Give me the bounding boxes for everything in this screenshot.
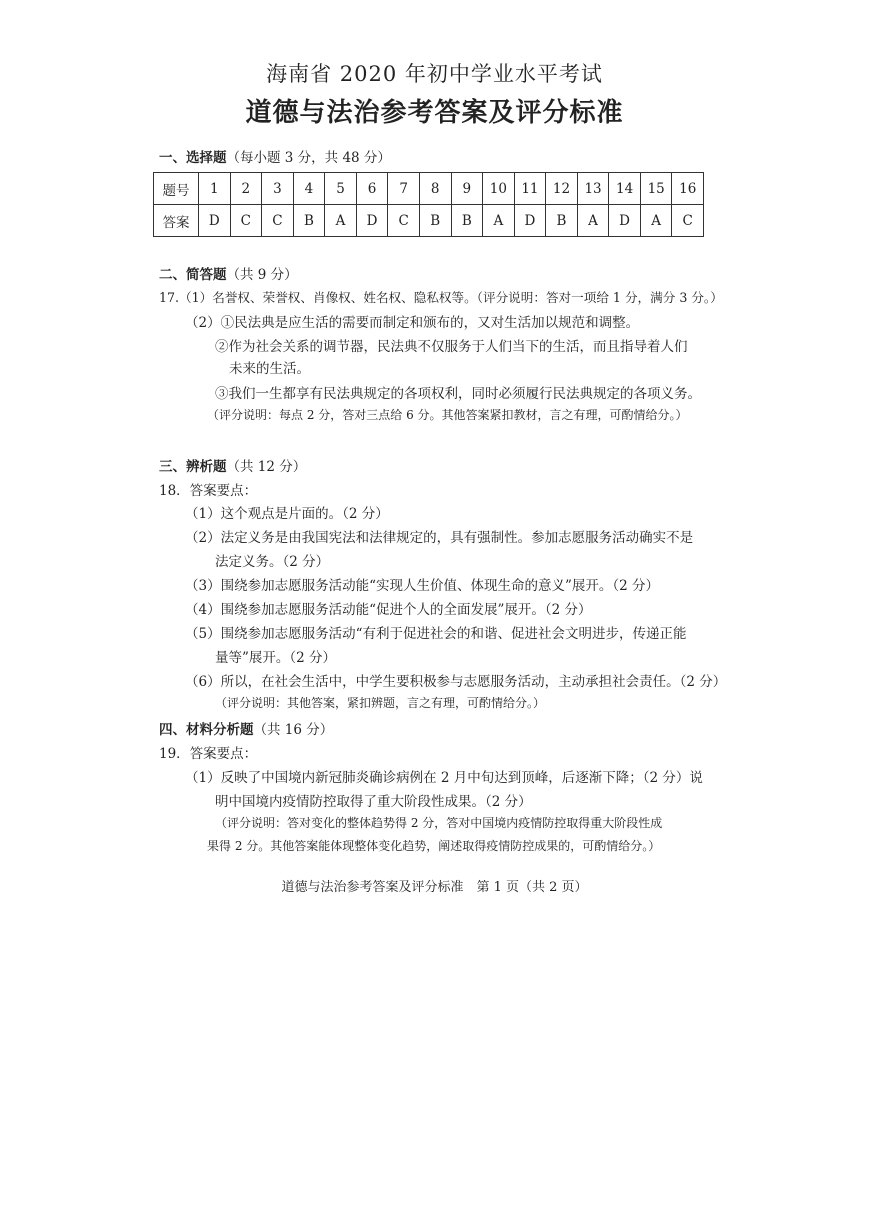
q18-point2-cont: 法定义务。（2 分） [215, 554, 330, 570]
document-title: 道德与法治参考答案及评分标准 [245, 98, 624, 128]
answer-cell: B [546, 205, 578, 237]
answer-cell: A [577, 205, 609, 237]
question-number-cell: 15 [640, 173, 672, 205]
section2-heading-row [159, 263, 298, 283]
q18-label: 18．答案要点： [159, 483, 258, 499]
answer-cell: C [672, 205, 704, 237]
answer-cell: D [199, 205, 231, 237]
q17-point2: ②作为社会关系的调节器，民法典不仅服务于人们当下的生活，而且指导着人们 [215, 339, 688, 355]
q18-scoring-note: （评分说明：其他答案，紧扣辨题，言之有理，可酌情给分。） [215, 696, 546, 710]
q17-part1: 17.（1）名誉权、荣誉权、肖像权、姓名权、隐私权等。（评分说明：答对一项给 1 分，满分 3 分。） [159, 290, 723, 305]
section2-heading: 二、简答题 [159, 267, 227, 283]
question-number-cell: 12 [546, 173, 578, 205]
answer-table-answer-row [154, 205, 704, 237]
answer-cell: A [640, 205, 672, 237]
answer-cell: B [451, 205, 483, 237]
answer-cell: A [325, 205, 357, 237]
section1-heading: 一、选择题 [159, 150, 227, 166]
q18-point1: （1）这个观点是片面的。（2 分） [185, 506, 389, 522]
section2-note: （共 9 分） [226, 267, 298, 283]
answer-cell: B [419, 205, 451, 237]
answer-table-number-row [154, 173, 704, 205]
answer-table [153, 172, 704, 237]
q19-point1-cont: 明中国境内疫情防控取得了重大阶段性成果。（2 分） [215, 794, 532, 810]
q18-point4: （4）围绕参加志愿服务活动能“促进个人的全面发展”展开。（2 分） [185, 602, 592, 618]
section1-note: （每小题 3 分，共 48 分） [226, 150, 391, 166]
question-number-cell: 14 [609, 173, 641, 205]
q19-point1: （1）反映了中国境内新冠肺炎确诊病例在 2 月中旬达到顶峰，后逐渐下降；（2 分）说 [185, 770, 703, 786]
answer-cell: D [514, 205, 546, 237]
question-number-cell: 2 [230, 173, 262, 205]
section4-heading-row [159, 718, 333, 738]
question-number-cell: 10 [483, 173, 515, 205]
q17-scoring-note: （评分说明：每点 2 分，答对三点给 6 分。其他答案紧扣教材，言之有理，可酌情给分。） [207, 408, 688, 422]
q17-part2-intro: （2）①民法典是应生活的需要而制定和颁布的，又对生活加以规范和调整。 [185, 315, 640, 331]
question-number-cell: 5 [325, 173, 357, 205]
answer-cell: D [356, 205, 388, 237]
question-number-cell: 16 [672, 173, 704, 205]
answer-cell: D [609, 205, 641, 237]
q18-point3: （3）围绕参加志愿服务活动能“实现人生价值、体现生命的意义”展开。（2 分） [185, 578, 660, 594]
question-number-cell: 3 [262, 173, 294, 205]
question-number-cell: 1 [199, 173, 231, 205]
q19-label: 19．答案要点： [159, 746, 258, 762]
row-label-number: 题号 [154, 173, 199, 205]
answer-cell: C [230, 205, 262, 237]
answer-cell: A [483, 205, 515, 237]
question-number-cell: 6 [356, 173, 388, 205]
question-number-cell: 11 [514, 173, 546, 205]
section3-note: （共 12 分） [226, 459, 307, 475]
q18-point5: （5）围绕参加志愿服务活动“有利于促进社会的和谐、促进社会文明进步，传递正能 [185, 626, 687, 642]
q17-point2-cont: 未来的生活。 [229, 361, 310, 377]
exam-title: 海南省 2020 年初中学业水平考试 [266, 62, 603, 86]
row-label-answer: 答案 [154, 205, 199, 237]
answer-cell: B [293, 205, 325, 237]
q19-scoring-note: （评分说明：答对变化的整体趋势得 2 分，答对中国境内疫情防控取得重大阶段性成 [215, 816, 663, 830]
q18-point2: （2）法定义务是由我国宪法和法律规定的，具有强制性。参加志愿服务活动确实不是 [185, 530, 694, 546]
answer-cell: C [262, 205, 294, 237]
section3-heading-row [159, 455, 306, 475]
question-number-cell: 13 [577, 173, 609, 205]
section3-heading: 三、辨析题 [159, 459, 227, 475]
question-number-cell: 7 [388, 173, 420, 205]
q17-point3: ③我们一生都享有民法典规定的各项权利，同时必须履行民法典规定的各项义务。 [215, 386, 701, 402]
question-number-cell: 4 [293, 173, 325, 205]
page-footer: 道德与法治参考答案及评分标准 第 1 页（共 2 页） [281, 880, 588, 895]
section4-note: （共 16 分） [253, 722, 334, 738]
q18-point5-cont: 量等”展开。（2 分） [215, 650, 337, 666]
q18-point6: （6）所以，在社会生活中，中学生要积极参与志愿服务活动，主动承担社会责任。（2 分） [185, 674, 727, 690]
section1-heading-row [159, 146, 391, 166]
question-number-cell: 9 [451, 173, 483, 205]
q19-scoring-note-cont: 果得 2 分。其他答案能体现整体变化趋势，阐述取得疫情防控成果的，可酌情给分。） [207, 839, 661, 853]
answer-cell: C [388, 205, 420, 237]
question-number-cell: 8 [419, 173, 451, 205]
section4-heading: 四、材料分析题 [159, 722, 254, 738]
